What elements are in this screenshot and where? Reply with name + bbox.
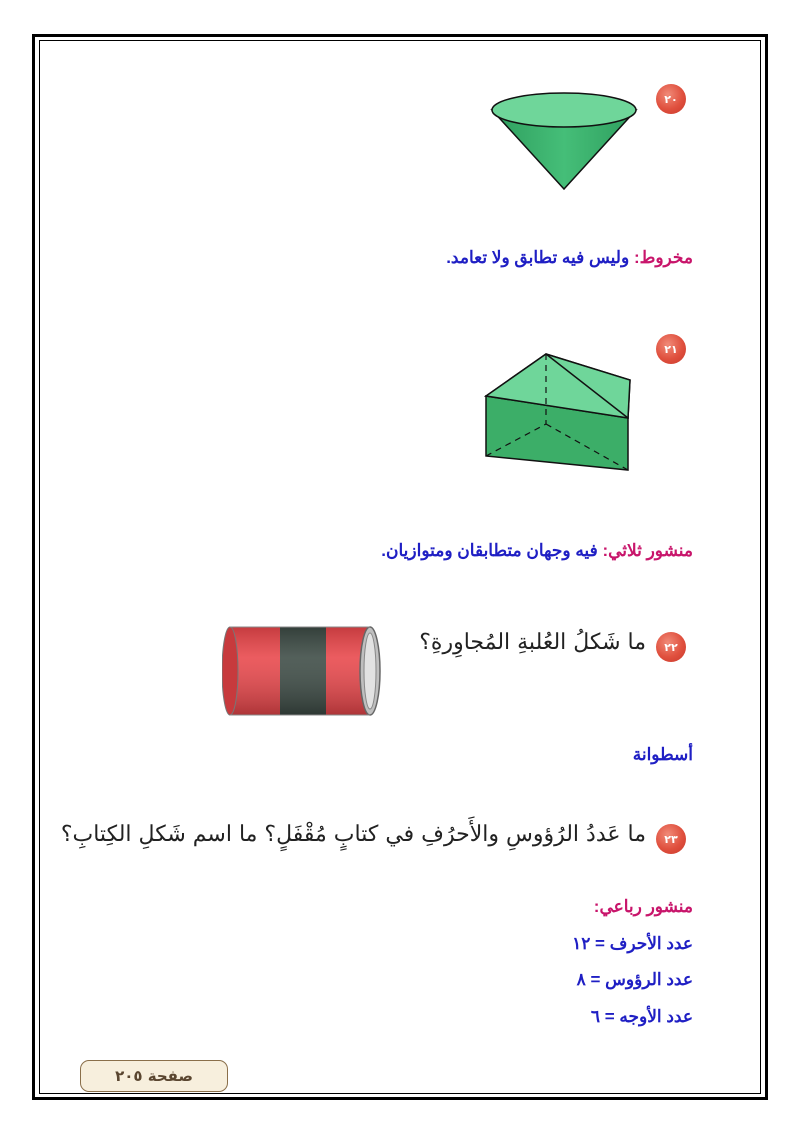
exercise-number-badge: ٢٣ bbox=[656, 824, 686, 854]
triangular-prism-figure bbox=[480, 344, 636, 478]
answer-prism: منشور ثلاثي: فيه وجهان متطابقان ومتوازيان. bbox=[381, 541, 693, 560]
answer-cone: مخروط: وليس فيه تطابق ولا تعامد. bbox=[446, 248, 693, 267]
cone-figure bbox=[488, 86, 640, 192]
exercise-number-badge: ٢٢ bbox=[656, 632, 686, 662]
answer-can: أسطوانة bbox=[632, 745, 693, 764]
answer-book-edges: عدد الأحرف = ١٢ bbox=[572, 934, 693, 953]
exercise-number-badge: ٢١ bbox=[656, 334, 686, 364]
page-number-tab: صفحة ٢٠٥ bbox=[80, 1060, 228, 1092]
answer-book-title: منشور رباعي: bbox=[593, 897, 693, 916]
can-figure bbox=[222, 619, 382, 723]
answer-book-vertices: عدد الرؤوس = ٨ bbox=[576, 970, 693, 989]
exercise-number-badge: ٢٠ bbox=[656, 84, 686, 114]
question-22: ما شَكلُ العُلبةِ المُجاوِرةِ؟ bbox=[419, 630, 646, 655]
answer-book-faces: عدد الأوجه = ٦ bbox=[590, 1007, 693, 1026]
question-23: ما عَددُ الرُؤوسِ والأَحرُفِ في كتابٍ مُقْفَلٍ؟ ما اسم شَكلِ الكِتابِ؟ bbox=[60, 822, 646, 847]
